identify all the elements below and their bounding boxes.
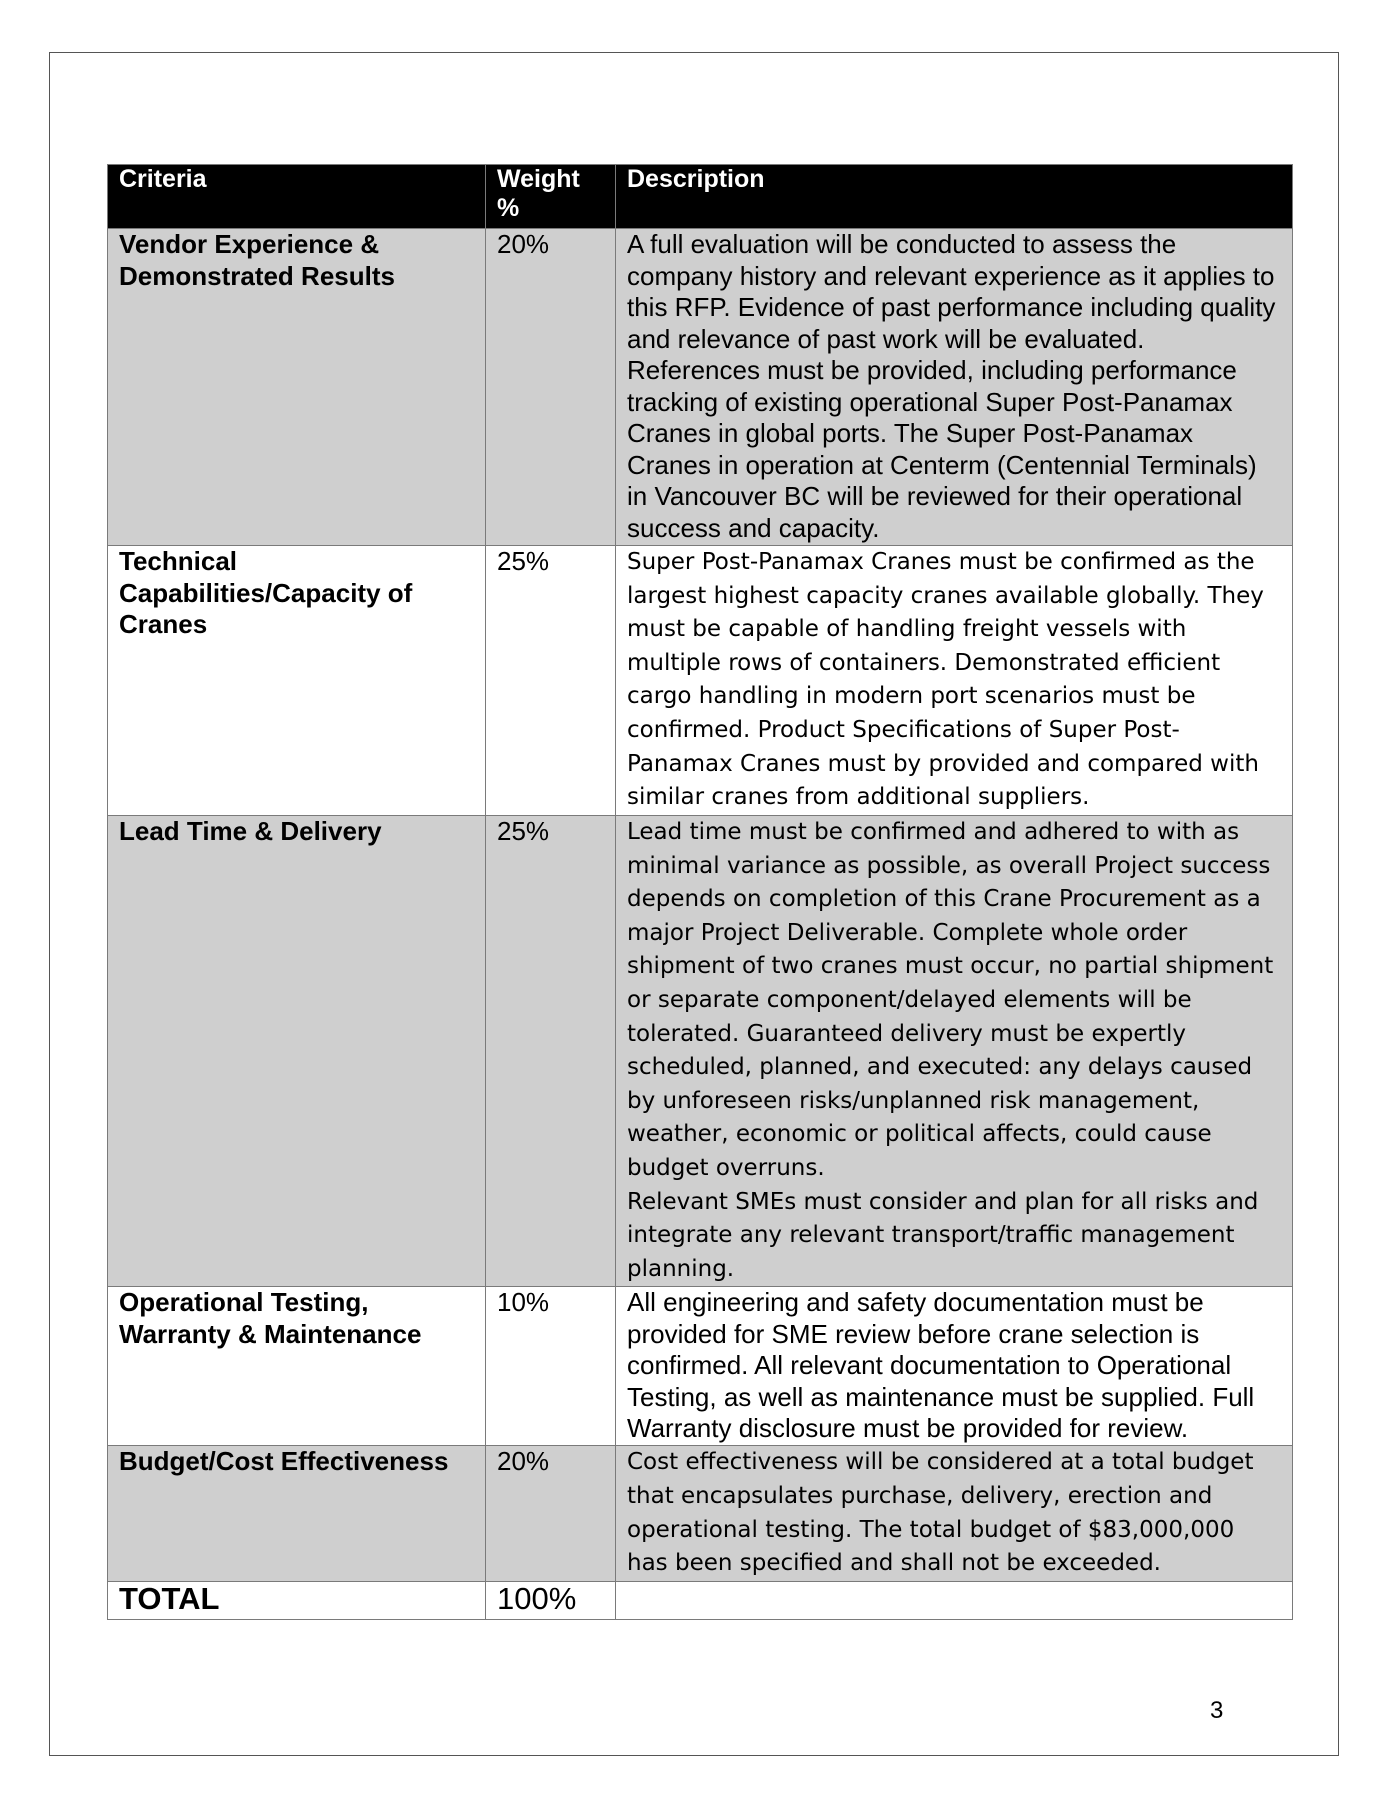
total-label: TOTAL	[108, 1582, 486, 1620]
description-paragraph: Relevant SMEs must consider and plan for all risks and integrate any relevant transport/traffic management planning.	[627, 1188, 1259, 1282]
total-description	[616, 1582, 1293, 1620]
table-row	[108, 229, 1293, 546]
evaluation-criteria-table	[107, 164, 1293, 1620]
page-number: 3	[1210, 1697, 1224, 1724]
header-weight: Weight %	[486, 165, 616, 229]
description-cell: A full evaluation will be conducted to assess the company history and relevant experience as it applies to this RFP. Evidence of past performance including quality and relevance of past work will be evaluated. References must be provided, including performance tracking of existing operational Super Post-Panamax Cranes in global ports. The Super Post-Panamax Cranes in operation at Centerm (Centennial Terminals) in Vancouver BC will be reviewed for their operational success and capacity.	[616, 229, 1293, 546]
weight-cell: 20%	[486, 1446, 616, 1582]
description-paragraph: Lead time must be confirmed and adhered to with as minimal variance as possible, as overall Project success depends on completion of this Crane Procurement as a major Project Deliverable. Complete whole order shipment of two cranes must occur, no partial shipment or separate component/delayed elements will be tolerated. Guaranteed delivery must be expertly scheduled, planned, and executed: any delays caused by unforeseen risks/unplanned risk management, weather, economic or political affects, could cause budget overruns.	[627, 819, 1274, 1181]
description-cell: Cost effectiveness will be considered at a total budget that encapsulates purchase, delivery, erection and operational testing. The total budget of $83,000,000 has been specified and shall not be exceeded.	[616, 1446, 1293, 1582]
criteria-cell: Budget/Cost Effectiveness	[108, 1446, 486, 1582]
weight-cell: 25%	[486, 546, 616, 816]
weight-cell: 20%	[486, 229, 616, 546]
criteria-cell: Lead Time & Delivery	[108, 816, 486, 1287]
header-criteria: Criteria	[108, 165, 486, 229]
description-cell	[616, 816, 1293, 1287]
table-row	[108, 546, 1293, 816]
table-row	[108, 1446, 1293, 1582]
total-weight: 100%	[486, 1582, 616, 1620]
criteria-cell: Operational Testing, Warranty & Maintenance	[108, 1287, 486, 1446]
table-row	[108, 1287, 1293, 1446]
description-cell: Super Post-Panamax Cranes must be confirmed as the largest highest capacity cranes available globally. They must be capable of handling freight vessels with multiple rows of containers. Demonstrated efficient cargo handling in modern port scenarios must be confirmed. Product Specifications of Super Post-Panamax Cranes must by provided and compared with similar cranes from additional suppliers.	[616, 546, 1293, 816]
total-row	[108, 1582, 1293, 1620]
description-cell: All engineering and safety documentation must be provided for SME review before crane selection is confirmed. All relevant documentation to Operational Testing, as well as maintenance must be supplied. Full Warranty disclosure must be provided for review.	[616, 1287, 1293, 1446]
weight-cell: 25%	[486, 816, 616, 1287]
criteria-cell: Technical Capabilities/Capacity of Cranes	[108, 546, 486, 816]
weight-cell: 10%	[486, 1287, 616, 1446]
header-description: Description	[616, 165, 1293, 229]
table-header-row	[108, 165, 1293, 229]
criteria-cell: Vendor Experience & Demonstrated Results	[108, 229, 486, 546]
table-row	[108, 816, 1293, 1287]
